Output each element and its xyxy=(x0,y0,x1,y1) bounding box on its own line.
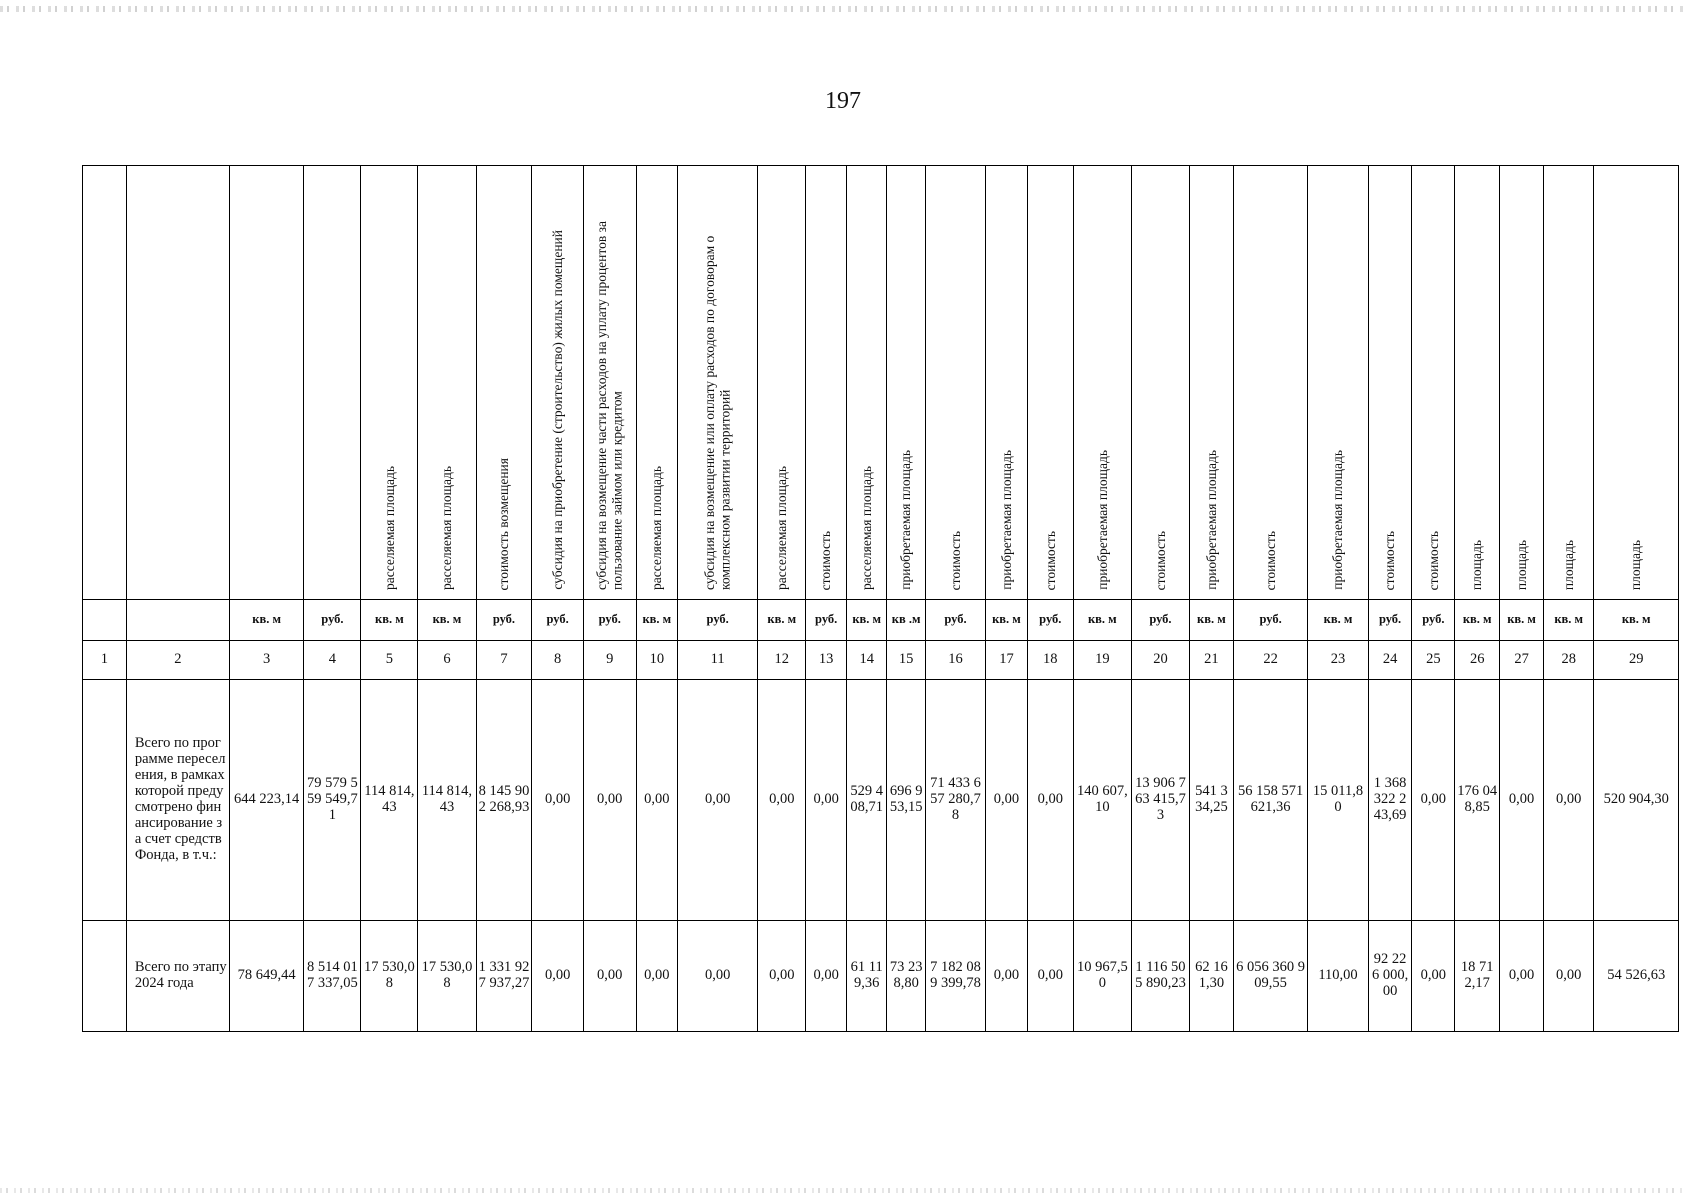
data-cell xyxy=(636,679,678,920)
header-label: стоимость xyxy=(1262,530,1278,590)
cell-value: 0,00 xyxy=(1556,790,1582,807)
cell-value: 54 526,63 xyxy=(1607,966,1666,983)
row-label-cell xyxy=(126,679,229,920)
data-cell xyxy=(304,920,361,1031)
cell-value: 140 607,10 xyxy=(1076,783,1128,815)
data-cell xyxy=(1368,679,1412,920)
header-label: расселяемая площадь xyxy=(774,466,790,590)
header-cell xyxy=(986,166,1028,600)
header-cell xyxy=(1308,166,1368,600)
unit-cell xyxy=(83,599,127,640)
data-cell xyxy=(636,920,678,1031)
data-cell xyxy=(1500,920,1544,1031)
data-cell xyxy=(1544,679,1594,920)
column-number-cell: 3 xyxy=(229,640,304,679)
header-cell xyxy=(806,166,847,600)
data-cell xyxy=(678,679,758,920)
header-label: стоимость xyxy=(1382,530,1398,590)
column-number-cell: 28 xyxy=(1544,640,1594,679)
column-number-cell: 21 xyxy=(1189,640,1233,679)
column-number-cell: 25 xyxy=(1412,640,1455,679)
column-number-cell: 20 xyxy=(1131,640,1189,679)
row-label: Всего по программе переселения, в рамках которой предусмотрено финансирование за счет средств Фонда, в т.ч.: xyxy=(134,735,226,863)
header-cell xyxy=(1233,166,1308,600)
cell-value: 73 238,80 xyxy=(889,959,923,991)
header-cell xyxy=(887,166,925,600)
cell-value: 0,00 xyxy=(1420,966,1447,983)
page-number: 197 xyxy=(825,88,861,114)
header-label: стоимость xyxy=(818,530,834,590)
data-cell xyxy=(1073,679,1131,920)
column-number-cell: 26 xyxy=(1455,640,1500,679)
header-cell xyxy=(846,166,887,600)
cell-value: 0,00 xyxy=(704,790,731,807)
table-row xyxy=(83,679,1679,920)
data-cell xyxy=(1308,920,1368,1031)
data-cell xyxy=(1233,920,1308,1031)
cell-value: 114 814,43 xyxy=(364,783,415,815)
column-number-cell: 29 xyxy=(1594,640,1679,679)
cell-value: 0,00 xyxy=(544,790,571,807)
header-label: расселяемая площадь xyxy=(649,466,665,590)
header-label: приобретаемая площадь xyxy=(1330,450,1346,590)
unit-cell: руб. xyxy=(1412,599,1455,640)
unit-cell: кв. м xyxy=(418,599,476,640)
data-cell xyxy=(758,679,806,920)
data-cell xyxy=(986,920,1028,1031)
unit-cell: руб. xyxy=(304,599,361,640)
data-cell xyxy=(418,679,476,920)
cell-value: 0,00 xyxy=(813,790,839,807)
header-label: площадь xyxy=(1513,539,1529,590)
unit-cell: руб. xyxy=(678,599,758,640)
column-number-cell: 10 xyxy=(636,640,678,679)
header-cell xyxy=(361,166,418,600)
cell-value: 696 953,15 xyxy=(889,783,923,815)
header-label: субсидия на возмещение части расходов на уплату процентов за пользование займом или кредитом xyxy=(594,221,625,590)
cell-value: 13 906 763 415,73 xyxy=(1135,775,1186,823)
cell-value: 1 331 927 937,27 xyxy=(478,959,530,991)
cell-value: 17 530,08 xyxy=(421,959,473,991)
unit-cell: руб. xyxy=(1131,599,1189,640)
data-cell xyxy=(1544,920,1594,1031)
data-cell xyxy=(986,679,1028,920)
unit-cell: руб. xyxy=(583,599,636,640)
cell-value: 79 579 559 549,71 xyxy=(307,775,358,823)
cell-value: 78 649,44 xyxy=(237,966,296,983)
cell-value: 0,00 xyxy=(1037,790,1063,807)
header-cell xyxy=(418,166,476,600)
header-cell xyxy=(83,166,127,600)
data-cell xyxy=(1412,679,1455,920)
header-label: приобретаемая площадь xyxy=(998,450,1014,590)
row-label-cell xyxy=(126,920,229,1031)
cell-value: 644 223,14 xyxy=(234,790,300,807)
data-cell xyxy=(1233,679,1308,920)
header-cell xyxy=(1500,166,1544,600)
data-cell xyxy=(361,679,418,920)
unit-cell: руб. xyxy=(925,599,985,640)
cell-value: 0,00 xyxy=(1556,966,1582,983)
header-label: субсидия на приобретение (строительство) жилых помещений xyxy=(549,230,565,590)
unit-cell xyxy=(126,599,229,640)
header-cell xyxy=(678,166,758,600)
cell-value: 529 408,71 xyxy=(850,783,884,815)
header-cell xyxy=(1027,166,1073,600)
data-cell xyxy=(1455,920,1500,1031)
data-cell xyxy=(1027,920,1073,1031)
unit-cell: кв. м xyxy=(1544,599,1594,640)
units-row xyxy=(83,599,1679,640)
cell-value: 520 904,30 xyxy=(1603,790,1669,807)
header-label: приобретаемая площадь xyxy=(1203,450,1219,590)
column-number-cell: 19 xyxy=(1073,640,1131,679)
header-cell xyxy=(1073,166,1131,600)
unit-cell: кв. м xyxy=(846,599,887,640)
data-cell xyxy=(532,679,584,920)
cell-value: 0,00 xyxy=(644,790,670,807)
cell-value: 0,00 xyxy=(644,966,670,983)
header-label: стоимость xyxy=(947,530,963,590)
header-label: приобретаемая площадь xyxy=(898,450,914,590)
cell-value: 1 116 505 890,23 xyxy=(1135,959,1186,991)
column-number-cell: 22 xyxy=(1233,640,1308,679)
cell-value: 0,00 xyxy=(769,966,795,983)
data-cell xyxy=(1500,679,1544,920)
data-cell xyxy=(476,679,532,920)
cell-value: 0,00 xyxy=(993,966,1020,983)
data-cell xyxy=(1131,679,1189,920)
header-cell xyxy=(476,166,532,600)
data-cell xyxy=(583,679,636,920)
data-cell xyxy=(361,920,418,1031)
header-cell xyxy=(229,166,304,600)
header-cell xyxy=(304,166,361,600)
header-cell xyxy=(1594,166,1679,600)
unit-cell: кв. м xyxy=(1594,599,1679,640)
data-cell xyxy=(1594,679,1679,920)
column-number-cell: 18 xyxy=(1027,640,1073,679)
unit-cell: руб. xyxy=(1233,599,1308,640)
cell-value: 61 119,36 xyxy=(850,959,883,991)
data-cell xyxy=(476,920,532,1031)
data-cell xyxy=(1027,679,1073,920)
cell-value: 0,00 xyxy=(813,966,839,983)
header-cell xyxy=(925,166,985,600)
data-cell xyxy=(304,679,361,920)
header-cell xyxy=(1412,166,1455,600)
column-number-cell: 27 xyxy=(1500,640,1544,679)
header-cell xyxy=(1189,166,1233,600)
cell-value: 8 514 017 337,05 xyxy=(307,959,358,991)
cell-value: 18 712,17 xyxy=(1460,959,1494,991)
data-cell xyxy=(925,920,985,1031)
data-cell xyxy=(925,679,985,920)
header-label: площадь xyxy=(1560,539,1576,590)
data-cell xyxy=(532,920,584,1031)
cell-value: 176 048,85 xyxy=(1457,783,1498,815)
cell-value: 10 967,50 xyxy=(1076,959,1128,991)
column-number-row xyxy=(83,640,1679,679)
column-number-cell: 12 xyxy=(758,640,806,679)
cell-value: 6 056 360 909,55 xyxy=(1236,959,1306,991)
cell-value: 541 334,25 xyxy=(1195,783,1228,815)
unit-cell: руб. xyxy=(1027,599,1073,640)
column-number-cell: 24 xyxy=(1368,640,1412,679)
cell-value: 56 158 571 621,36 xyxy=(1237,783,1304,815)
data-cell xyxy=(1308,679,1368,920)
unit-cell: руб. xyxy=(1368,599,1412,640)
data-cell xyxy=(1368,920,1412,1031)
data-cell xyxy=(678,920,758,1031)
header-row xyxy=(83,166,1679,600)
column-number-cell: 5 xyxy=(361,640,418,679)
scan-edge-bottom xyxy=(0,1188,1686,1193)
header-cell xyxy=(636,166,678,600)
header-label: стоимость xyxy=(1152,530,1168,590)
column-number-cell: 9 xyxy=(583,640,636,679)
data-cell xyxy=(846,679,887,920)
unit-cell: кв. м xyxy=(1455,599,1500,640)
column-number-cell: 23 xyxy=(1308,640,1368,679)
data-cell xyxy=(1131,920,1189,1031)
data-cell xyxy=(846,920,887,1031)
data-cell xyxy=(887,920,925,1031)
cell-value: 0,00 xyxy=(1037,966,1063,983)
header-label: стоимость возмещения xyxy=(496,457,512,590)
unit-cell: руб. xyxy=(806,599,847,640)
column-number-cell: 4 xyxy=(304,640,361,679)
cell-value: 7 182 089 399,78 xyxy=(930,959,981,991)
header-label: приобретаемая площадь xyxy=(1094,450,1110,590)
data-cell xyxy=(1189,679,1233,920)
cell-value: 0,00 xyxy=(1508,790,1535,807)
data-table xyxy=(82,165,1679,1032)
data-cell xyxy=(83,679,127,920)
cell-value: 0,00 xyxy=(993,790,1020,807)
data-cell xyxy=(1073,920,1131,1031)
data-cell xyxy=(229,679,304,920)
data-cell xyxy=(229,920,304,1031)
unit-cell: кв. м xyxy=(361,599,418,640)
header-label: расселяемая площадь xyxy=(858,466,874,590)
header-cell xyxy=(1544,166,1594,600)
cell-value: 92 226 000,00 xyxy=(1371,951,1409,999)
header-label: субсидия на возмещение или оплату расходов по договорам о комплексном развитии территорий xyxy=(702,235,733,590)
column-number-cell: 7 xyxy=(476,640,532,679)
column-number-cell: 15 xyxy=(887,640,925,679)
header-cell xyxy=(1455,166,1500,600)
cell-value: 62 161,30 xyxy=(1195,959,1228,991)
data-cell xyxy=(1455,679,1500,920)
header-cell xyxy=(532,166,584,600)
table-row xyxy=(83,920,1679,1031)
unit-cell: руб. xyxy=(532,599,584,640)
column-number-cell: 11 xyxy=(678,640,758,679)
cell-value: 0,00 xyxy=(1420,790,1447,807)
row-label: Всего по этапу 2024 года xyxy=(134,959,227,991)
column-number-cell: 6 xyxy=(418,640,476,679)
cell-value: 110,00 xyxy=(1318,966,1358,983)
cell-value: 0,00 xyxy=(544,966,571,983)
header-label: расселяемая площадь xyxy=(439,466,455,590)
cell-value: 15 011,80 xyxy=(1312,783,1364,815)
unit-cell: кв. м xyxy=(1189,599,1233,640)
unit-cell: кв .м xyxy=(887,599,925,640)
unit-cell: кв. м xyxy=(636,599,678,640)
cell-value: 17 530,08 xyxy=(364,959,415,991)
column-number-cell: 14 xyxy=(846,640,887,679)
column-number-cell: 13 xyxy=(806,640,847,679)
data-cell xyxy=(83,920,127,1031)
unit-cell: кв. м xyxy=(1500,599,1544,640)
header-label: стоимость xyxy=(1042,530,1058,590)
header-cell xyxy=(1368,166,1412,600)
column-number-cell: 16 xyxy=(925,640,985,679)
header-label: стоимость xyxy=(1425,530,1441,590)
data-cell xyxy=(806,679,847,920)
data-cell xyxy=(758,920,806,1031)
cell-value: 0,00 xyxy=(704,966,731,983)
data-cell xyxy=(1189,920,1233,1031)
header-cell xyxy=(1131,166,1189,600)
column-number-cell: 1 xyxy=(83,640,127,679)
data-cell xyxy=(806,920,847,1031)
unit-cell: кв. м xyxy=(1073,599,1131,640)
header-label: площадь xyxy=(1469,539,1485,590)
unit-cell: кв. м xyxy=(229,599,304,640)
scan-edge-top xyxy=(0,6,1686,12)
column-number-cell: 8 xyxy=(532,640,584,679)
header-label: расселяемая площадь xyxy=(381,466,397,590)
cell-value: 8 145 902 268,93 xyxy=(478,783,530,815)
cell-value: 71 433 657 280,78 xyxy=(930,775,981,823)
cell-value: 1 368 322 243,69 xyxy=(1373,775,1407,823)
data-cell xyxy=(418,920,476,1031)
data-cell xyxy=(1412,920,1455,1031)
unit-cell: кв. м xyxy=(1308,599,1368,640)
header-label: площадь xyxy=(1628,539,1644,590)
data-cell xyxy=(583,920,636,1031)
cell-value: 114 814,43 xyxy=(421,783,473,815)
column-number-cell: 2 xyxy=(126,640,229,679)
column-number-cell: 17 xyxy=(986,640,1028,679)
data-cell xyxy=(1594,920,1679,1031)
unit-cell: кв. м xyxy=(758,599,806,640)
data-cell xyxy=(887,679,925,920)
unit-cell: кв. м xyxy=(986,599,1028,640)
cell-value: 0,00 xyxy=(1508,966,1535,983)
header-cell xyxy=(758,166,806,600)
cell-value: 0,00 xyxy=(597,790,623,807)
cell-value: 0,00 xyxy=(597,966,623,983)
unit-cell: руб. xyxy=(476,599,532,640)
header-cell xyxy=(583,166,636,600)
header-cell xyxy=(126,166,229,600)
cell-value: 0,00 xyxy=(769,790,795,807)
